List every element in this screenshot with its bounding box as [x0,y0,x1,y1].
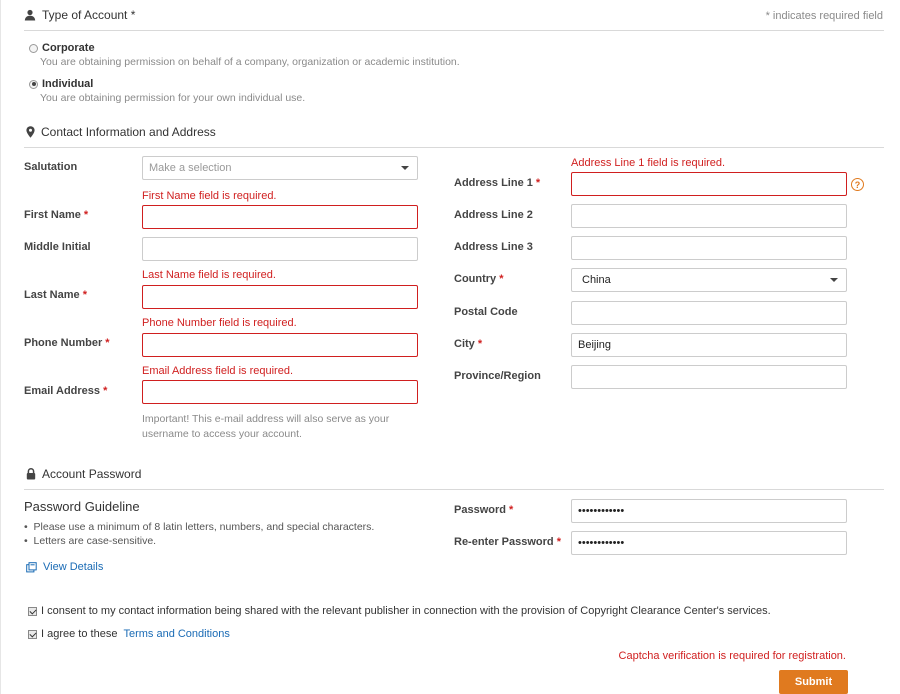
last-name-label: Last Name * [24,289,87,301]
chevron-down-icon [830,278,838,282]
user-icon [24,9,36,21]
phone-label: Phone Number * [24,337,110,349]
submit-button[interactable]: Submit [779,670,848,694]
city-label: City * [454,338,483,350]
first-name-label: First Name * [24,209,89,221]
guideline-item: • Letters are case-sensitive. [24,535,157,547]
terms-link[interactable]: Terms and Conditions [123,628,230,640]
corporate-radio[interactable] [29,44,38,53]
address1-label: Address Line 1 * [454,177,541,189]
phone-input[interactable] [142,333,418,357]
middle-initial-input[interactable] [142,237,418,261]
password-input[interactable]: •••••••••••• [571,499,847,523]
first-name-input[interactable] [142,205,418,229]
guideline-item: • Please use a minimum of 8 latin letters, numbers, and special characters. [24,521,375,533]
password-title: Account Password [42,467,142,481]
account-option-corporate[interactable] [29,42,460,68]
salutation-placeholder: Make a selection [149,162,232,174]
corporate-description: You are obtaining permission on behalf of a company, organization or academic institution. [40,56,460,68]
terms-checkbox[interactable] [28,630,37,639]
address3-input[interactable] [571,236,847,260]
address2-label: Address Line 2 [454,209,533,221]
city-input[interactable]: Beijing [571,333,847,357]
consent-share-checkbox[interactable] [28,607,37,616]
agree-text: I agree to these [41,628,118,640]
individual-radio[interactable] [29,80,38,89]
reenter-password-input[interactable]: •••••••••••• [571,531,847,555]
email-error: Email Address field is required. [142,365,294,377]
divider [24,147,884,148]
address3-label: Address Line 3 [454,241,533,253]
individual-label: Individual [42,78,94,90]
reenter-password-label: Re-enter Password * [454,536,561,548]
account-option-individual[interactable] [29,78,305,104]
lock-icon [26,468,36,480]
salutation-label: Salutation [24,161,78,173]
password-heading [26,467,141,481]
consent-terms[interactable] [28,628,230,640]
province-label: Province/Region [454,370,541,382]
external-window-icon [26,562,37,573]
contact-title: Contact Information and Address [41,125,216,139]
email-note: Important! This e-mail address will also serve as your username to access your account. [142,413,390,440]
email-label: Email Address * [24,385,108,397]
phone-error: Phone Number field is required. [142,317,297,329]
password-label: Password * [454,504,514,516]
captcha-error: Captcha verification is required for registration. [618,650,846,662]
address1-error: Address Line 1 field is required. [571,157,726,169]
first-name-error: First Name field is required. [142,190,277,202]
help-icon[interactable]: ? [851,178,864,191]
view-details-link[interactable]: View Details [26,561,103,573]
divider [24,489,884,490]
email-input[interactable] [142,380,418,404]
last-name-error: Last Name field is required. [142,269,276,281]
consent-share-text: I consent to my contact information being shared with the relevant publisher in connection with the provision of Copyright Clearance Center's services. [41,605,771,617]
country-label: Country * [454,273,504,285]
required-field-note: * indicates required field [765,10,883,22]
address1-input[interactable] [571,172,847,196]
account-type-heading [24,8,135,22]
password-guideline-title: Password Guideline [24,499,140,514]
postal-input[interactable] [571,301,847,325]
address2-input[interactable] [571,204,847,228]
corporate-label: Corporate [42,42,95,54]
country-select[interactable] [571,268,847,292]
country-value: China [582,274,611,286]
consent-share[interactable] [28,605,771,617]
last-name-input[interactable] [142,285,418,309]
chevron-down-icon [401,166,409,170]
salutation-select[interactable] [142,156,418,180]
individual-description: You are obtaining permission for your own individual use. [40,92,306,104]
divider [24,30,884,31]
postal-label: Postal Code [454,306,518,318]
middle-initial-label: Middle Initial [24,241,91,253]
map-pin-icon [26,126,35,138]
account-type-title: Type of Account * [42,8,136,22]
province-input[interactable] [571,365,847,389]
contact-heading [26,125,216,139]
